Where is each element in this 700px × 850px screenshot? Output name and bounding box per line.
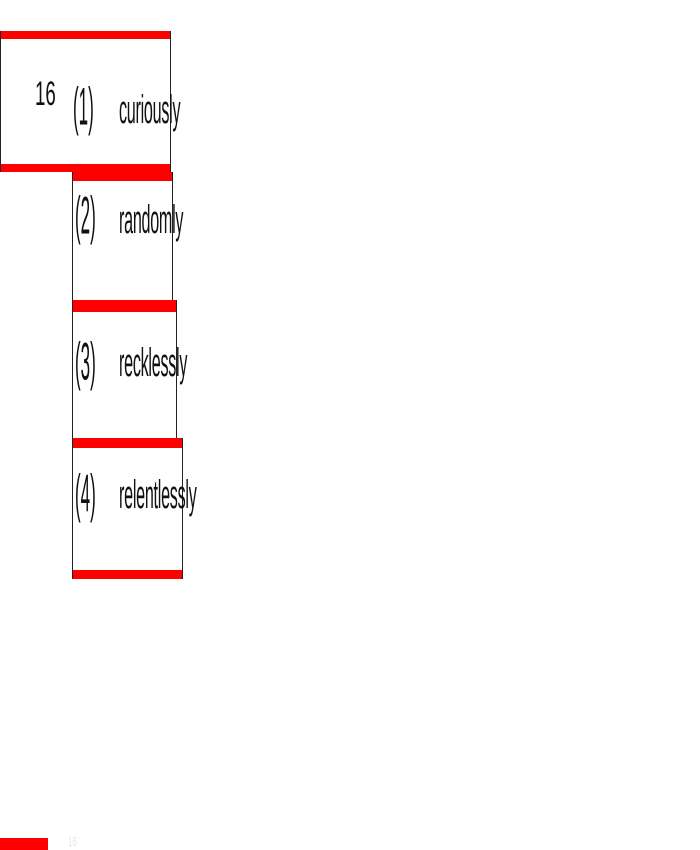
highlight-bar-bottom <box>73 570 182 579</box>
option-3-box[interactable] <box>72 300 188 445</box>
highlight-bar-bottom <box>1 164 170 172</box>
option-1-text: curiously <box>119 86 181 132</box>
option-2-box[interactable] <box>72 172 184 307</box>
option-3-label: (3) <box>75 332 96 392</box>
option-3-text: recklessly <box>119 339 188 385</box>
option-1-label: (1) <box>73 77 94 137</box>
option-4-label: (4) <box>75 464 96 524</box>
option-4-text: relentlessly <box>119 471 197 517</box>
option-2-text: randomly <box>119 196 184 242</box>
page-number: 16 <box>68 834 77 849</box>
question-number: 16 <box>35 75 56 113</box>
highlight-bar-top <box>73 300 176 312</box>
highlight-bar-top <box>73 438 182 448</box>
bottom-highlight-bar <box>0 838 48 850</box>
option-2-label: (2) <box>75 186 96 246</box>
highlight-bar-top <box>73 172 172 181</box>
highlight-bar-top <box>1 31 170 39</box>
option-1-box[interactable] <box>0 31 181 172</box>
option-4-box[interactable] <box>72 438 197 579</box>
